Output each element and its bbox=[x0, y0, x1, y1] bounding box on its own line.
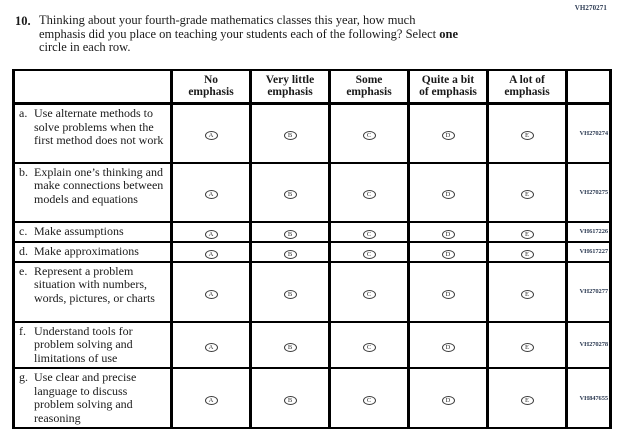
answer-bubble-c-very-little[interactable]: B bbox=[284, 230, 297, 239]
answer-bubble-a-quite-a-bit[interactable]: D bbox=[442, 131, 455, 140]
row-letter: g. bbox=[19, 370, 28, 384]
answer-bubble-g-very-little[interactable]: B bbox=[284, 396, 297, 405]
bubble-cell bbox=[251, 262, 330, 322]
answer-bubble-g-no-emphasis[interactable]: A bbox=[205, 396, 218, 405]
bubble-cell bbox=[172, 368, 251, 428]
row-label: Use alternate methods to solve problems when the first method does not work bbox=[34, 106, 164, 147]
row-letter: d. bbox=[19, 243, 28, 258]
bubble-cell bbox=[330, 222, 409, 242]
row-code: VH270274 bbox=[567, 104, 611, 163]
bubble-cell bbox=[251, 322, 330, 369]
column-header-no-emphasis: No emphasis bbox=[172, 70, 251, 104]
bubble-cell bbox=[409, 222, 488, 242]
answer-bubble-g-quite-a-bit[interactable]: D bbox=[442, 396, 455, 405]
bubble-cell bbox=[488, 222, 567, 242]
table-row-c bbox=[14, 222, 611, 242]
question-block bbox=[0, 0, 621, 55]
row-letter: c. bbox=[19, 223, 28, 238]
bubble-cell bbox=[488, 262, 567, 322]
column-header-some-emphasis: Some emphasis bbox=[330, 70, 409, 104]
bubble-cell bbox=[251, 222, 330, 242]
row-code: VH617227 bbox=[567, 242, 611, 262]
row-label-cell bbox=[14, 222, 172, 242]
row-code: VH270277 bbox=[567, 262, 611, 322]
answer-bubble-e-a-lot[interactable]: E bbox=[521, 290, 534, 299]
bubble-cell bbox=[409, 104, 488, 163]
bubble-cell bbox=[251, 163, 330, 222]
answer-bubble-a-a-lot[interactable]: E bbox=[521, 131, 534, 140]
row-label: Represent a problem situation with numbers, words, pictures, or charts bbox=[34, 263, 155, 305]
question-number: 10. bbox=[15, 14, 31, 28]
bubble-cell bbox=[409, 262, 488, 322]
bubble-cell bbox=[330, 322, 409, 369]
answer-bubble-e-quite-a-bit[interactable]: D bbox=[442, 290, 455, 299]
row-label: Understand tools for problem solving and limitations of use bbox=[34, 323, 133, 365]
answer-bubble-b-no-emphasis[interactable]: A bbox=[205, 190, 218, 199]
bubble-cell bbox=[330, 242, 409, 262]
stem-column-header bbox=[14, 70, 172, 104]
answer-bubble-f-no-emphasis[interactable]: A bbox=[205, 343, 218, 352]
answer-bubble-b-some[interactable]: C bbox=[363, 190, 376, 199]
row-label-cell bbox=[14, 163, 172, 222]
row-code: VH847655 bbox=[567, 368, 611, 428]
bubble-cell bbox=[409, 163, 488, 222]
answer-bubble-d-some[interactable]: C bbox=[363, 250, 376, 259]
column-header-very-little-emphasis: Very little emphasis bbox=[251, 70, 330, 104]
answer-bubble-b-very-little[interactable]: B bbox=[284, 190, 297, 199]
column-header-quite-a-bit-of-emphasis: Quite a bit of emphasis bbox=[409, 70, 488, 104]
answer-bubble-e-no-emphasis[interactable]: A bbox=[205, 290, 218, 299]
table-row-b bbox=[14, 163, 611, 222]
row-letter: a. bbox=[19, 106, 28, 120]
answer-bubble-c-no-emphasis[interactable]: A bbox=[205, 230, 218, 239]
answer-bubble-c-quite-a-bit[interactable]: D bbox=[442, 230, 455, 239]
row-label-cell bbox=[14, 262, 172, 322]
code-column-header bbox=[567, 70, 611, 104]
bubble-cell bbox=[488, 104, 567, 163]
question-bold-word: one bbox=[439, 26, 458, 41]
bubble-cell bbox=[251, 242, 330, 262]
form-code: VH270271 bbox=[574, 4, 607, 12]
answer-bubble-a-no-emphasis[interactable]: A bbox=[205, 131, 218, 140]
answer-bubble-d-a-lot[interactable]: E bbox=[521, 250, 534, 259]
table-row-a bbox=[14, 104, 611, 163]
row-label: Use clear and precise language to discuss problem solving and reasoning bbox=[34, 370, 137, 425]
table-row-d bbox=[14, 242, 611, 262]
bubble-cell bbox=[172, 222, 251, 242]
table-row-g bbox=[14, 368, 611, 428]
question-text bbox=[39, 14, 458, 55]
row-label: Make approximations bbox=[34, 243, 139, 258]
answer-bubble-c-some[interactable]: C bbox=[363, 230, 376, 239]
answer-bubble-e-some[interactable]: C bbox=[363, 290, 376, 299]
row-label-cell bbox=[14, 322, 172, 369]
answer-bubble-f-some[interactable]: C bbox=[363, 343, 376, 352]
answer-bubble-e-very-little[interactable]: B bbox=[284, 290, 297, 299]
answer-bubble-g-some[interactable]: C bbox=[363, 396, 376, 405]
bubble-cell bbox=[330, 262, 409, 322]
row-letter: b. bbox=[19, 164, 28, 179]
bubble-cell bbox=[172, 242, 251, 262]
bubble-cell bbox=[409, 368, 488, 428]
answer-bubble-d-no-emphasis[interactable]: A bbox=[205, 250, 218, 259]
bubble-cell bbox=[488, 368, 567, 428]
bubble-cell bbox=[172, 104, 251, 163]
row-code: VH270278 bbox=[567, 322, 611, 369]
bubble-cell bbox=[330, 163, 409, 222]
table-row-e bbox=[14, 262, 611, 322]
row-label: Make assumptions bbox=[34, 223, 124, 238]
bubble-cell bbox=[488, 322, 567, 369]
row-letter: f. bbox=[19, 323, 26, 338]
answer-bubble-g-a-lot[interactable]: E bbox=[521, 396, 534, 405]
bubble-cell bbox=[330, 104, 409, 163]
table-row-f bbox=[14, 322, 611, 369]
row-label-cell bbox=[14, 368, 172, 428]
bubble-cell bbox=[251, 104, 330, 163]
bubble-cell bbox=[330, 368, 409, 428]
answer-bubble-a-very-little[interactable]: B bbox=[284, 131, 297, 140]
answer-bubble-d-very-little[interactable]: B bbox=[284, 250, 297, 259]
emphasis-matrix-table bbox=[12, 69, 612, 430]
table-header-row bbox=[14, 70, 611, 104]
bubble-cell bbox=[172, 163, 251, 222]
bubble-cell bbox=[488, 242, 567, 262]
answer-bubble-b-a-lot[interactable]: E bbox=[521, 190, 534, 199]
answer-bubble-a-some[interactable]: C bbox=[363, 131, 376, 140]
row-label: Explain one’s thinking and make connections between models and equations bbox=[34, 164, 164, 206]
answer-bubble-f-quite-a-bit[interactable]: D bbox=[442, 343, 455, 352]
row-code: VH617226 bbox=[567, 222, 611, 242]
answer-bubble-f-very-little[interactable]: B bbox=[284, 343, 297, 352]
answer-bubble-c-a-lot[interactable]: E bbox=[521, 230, 534, 239]
question-text-line-1: Thinking about your fourth-grade mathematics classes this year, how much bbox=[39, 13, 416, 27]
bubble-cell bbox=[488, 163, 567, 222]
row-letter: e. bbox=[19, 263, 28, 278]
bubble-cell bbox=[409, 322, 488, 369]
answer-bubble-b-quite-a-bit[interactable]: D bbox=[442, 190, 455, 199]
row-code: VH270275 bbox=[567, 163, 611, 222]
row-label-cell bbox=[14, 242, 172, 262]
bubble-cell bbox=[172, 262, 251, 322]
column-header-a-lot-of-emphasis: A lot of emphasis bbox=[488, 70, 567, 104]
question-text-line-3: circle in each row. bbox=[39, 40, 131, 54]
answer-bubble-d-quite-a-bit[interactable]: D bbox=[442, 250, 455, 259]
answer-bubble-f-a-lot[interactable]: E bbox=[521, 343, 534, 352]
row-label-cell bbox=[14, 104, 172, 163]
question-text-line-2: emphasis did you place on teaching your students each of the following? Select one bbox=[39, 26, 458, 41]
bubble-cell bbox=[172, 322, 251, 369]
bubble-cell bbox=[409, 242, 488, 262]
bubble-cell bbox=[251, 368, 330, 428]
